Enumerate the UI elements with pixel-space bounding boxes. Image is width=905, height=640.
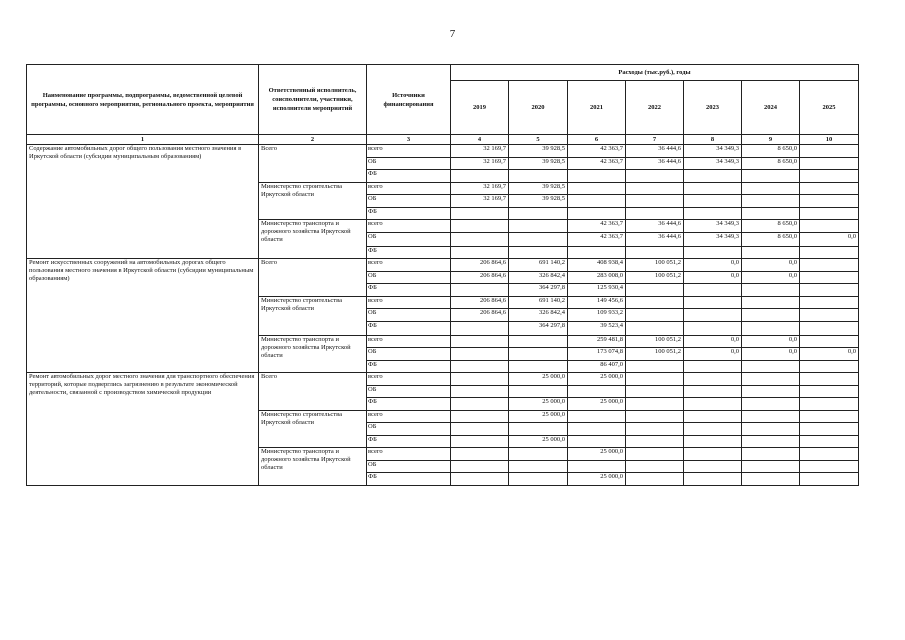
section-name: Ремонт искусственных сооружений на автомобильных дорогах общего пользования местного значения в Иркутской области (субсидии муниципальным образованиям) — [27, 259, 259, 373]
amount-cell — [509, 448, 568, 461]
column-index: 3 — [367, 135, 451, 145]
table-row — [27, 259, 859, 272]
amount-cell — [684, 182, 742, 195]
amount-cell: 25 000,0 — [509, 435, 568, 448]
amount-cell — [626, 423, 684, 436]
funding-source: всего — [367, 296, 451, 309]
amount-cell — [742, 321, 800, 335]
amount-cell: 8 650,0 — [742, 145, 800, 158]
amount-cell: 0,0 — [684, 271, 742, 284]
amount-cell: 34 349,3 — [684, 232, 742, 246]
amount-cell — [509, 335, 568, 348]
header-program: Наименование программы, подпрограммы, ведомственной целевой программы, основного мероприятия, регионального проекта, мероприятия — [27, 65, 259, 135]
amount-cell: 39 928,5 — [509, 195, 568, 208]
amount-cell: 25 000,0 — [568, 398, 626, 411]
amount-cell — [451, 398, 509, 411]
amount-cell: 408 938,4 — [568, 259, 626, 272]
header-expenses: Расходы (тыс.руб.), годы — [451, 65, 859, 81]
amount-cell — [451, 410, 509, 423]
amount-cell: 25 000,0 — [509, 410, 568, 423]
amount-cell: 100 051,2 — [626, 335, 684, 348]
amount-cell — [742, 410, 800, 423]
amount-cell — [800, 207, 859, 220]
amount-cell — [800, 309, 859, 322]
amount-cell: 42 363,7 — [568, 157, 626, 170]
amount-cell — [742, 460, 800, 473]
amount-cell: 691 140,2 — [509, 259, 568, 272]
amount-cell — [742, 207, 800, 220]
amount-cell — [626, 385, 684, 398]
amount-cell — [800, 360, 859, 373]
amount-cell — [800, 398, 859, 411]
amount-cell: 109 933,2 — [568, 309, 626, 322]
amount-cell — [626, 360, 684, 373]
amount-cell — [684, 473, 742, 486]
amount-cell — [626, 207, 684, 220]
amount-cell — [568, 170, 626, 183]
amount-cell — [626, 410, 684, 423]
amount-cell: 0,0 — [684, 259, 742, 272]
funding-source: ОБ — [367, 232, 451, 246]
amount-cell — [626, 309, 684, 322]
executor-name: Всего — [259, 259, 367, 297]
amount-cell: 39 928,5 — [509, 182, 568, 195]
header-index-row — [27, 135, 859, 145]
amount-cell: 0,0 — [742, 348, 800, 361]
amount-cell — [800, 385, 859, 398]
amount-cell: 8 650,0 — [742, 220, 800, 233]
table-row — [27, 373, 859, 386]
amount-cell: 25 000,0 — [509, 398, 568, 411]
amount-cell — [684, 460, 742, 473]
header-year: 2023 — [684, 81, 742, 135]
amount-cell — [568, 195, 626, 208]
amount-cell — [451, 321, 509, 335]
amount-cell — [742, 360, 800, 373]
funding-source: ОБ — [367, 385, 451, 398]
table-body — [27, 145, 859, 486]
amount-cell — [742, 246, 800, 259]
funding-source: ОБ — [367, 309, 451, 322]
section-name: Ремонт автомобильных дорог местного значения для транспортного обеспечения территорий, которые подверглись загрязнению в результате экономической деятельности, связанной с производством химической продукции — [27, 373, 259, 486]
amount-cell — [742, 296, 800, 309]
amount-cell — [742, 423, 800, 436]
amount-cell — [684, 170, 742, 183]
amount-cell: 34 349,3 — [684, 157, 742, 170]
amount-cell — [626, 182, 684, 195]
amount-cell — [626, 460, 684, 473]
amount-cell — [800, 195, 859, 208]
amount-cell: 206 864,6 — [451, 296, 509, 309]
header-year: 2025 — [800, 81, 859, 135]
funding-source: ФБ — [367, 321, 451, 335]
amount-cell: 86 407,0 — [568, 360, 626, 373]
amount-cell — [451, 460, 509, 473]
column-index: 4 — [451, 135, 509, 145]
amount-cell — [742, 284, 800, 297]
amount-cell — [451, 220, 509, 233]
amount-cell — [626, 321, 684, 335]
amount-cell: 100 051,2 — [626, 348, 684, 361]
amount-cell: 0,0 — [742, 335, 800, 348]
amount-cell — [800, 157, 859, 170]
amount-cell: 34 349,3 — [684, 145, 742, 158]
amount-cell — [800, 259, 859, 272]
funding-source: всего — [367, 259, 451, 272]
amount-cell: 0,0 — [742, 259, 800, 272]
funding-source: ФБ — [367, 207, 451, 220]
amount-cell: 32 169,7 — [451, 182, 509, 195]
amount-cell — [684, 246, 742, 259]
amount-cell — [626, 296, 684, 309]
funding-source: всего — [367, 448, 451, 461]
executor-name: Министерство строительства Иркутской области — [259, 410, 367, 448]
funding-source: всего — [367, 335, 451, 348]
amount-cell — [800, 423, 859, 436]
amount-cell — [509, 246, 568, 259]
amount-cell: 32 169,7 — [451, 145, 509, 158]
amount-cell — [800, 170, 859, 183]
amount-cell: 25 000,0 — [509, 373, 568, 386]
amount-cell: 25 000,0 — [568, 473, 626, 486]
amount-cell — [800, 410, 859, 423]
column-index: 7 — [626, 135, 684, 145]
amount-cell — [568, 435, 626, 448]
amount-cell — [742, 373, 800, 386]
amount-cell — [626, 170, 684, 183]
table-row — [27, 145, 859, 158]
amount-cell: 100 051,2 — [626, 259, 684, 272]
amount-cell: 149 456,6 — [568, 296, 626, 309]
column-index: 2 — [259, 135, 367, 145]
funding-source: ОБ — [367, 460, 451, 473]
amount-cell — [684, 195, 742, 208]
header-year: 2019 — [451, 81, 509, 135]
amount-cell — [626, 284, 684, 297]
header-year: 2022 — [626, 81, 684, 135]
column-index: 6 — [568, 135, 626, 145]
amount-cell — [509, 473, 568, 486]
amount-cell: 34 349,3 — [684, 220, 742, 233]
amount-cell — [800, 435, 859, 448]
amount-cell — [509, 220, 568, 233]
amount-cell — [509, 170, 568, 183]
amount-cell: 42 363,7 — [568, 220, 626, 233]
amount-cell — [451, 335, 509, 348]
amount-cell — [684, 410, 742, 423]
amount-cell — [684, 373, 742, 386]
funding-source: всего — [367, 410, 451, 423]
executor-name: Министерство транспорта и дорожного хозяйства Иркутской области — [259, 335, 367, 373]
amount-cell: 125 930,4 — [568, 284, 626, 297]
amount-cell — [800, 335, 859, 348]
amount-cell — [626, 473, 684, 486]
amount-cell — [742, 182, 800, 195]
funding-source: ФБ — [367, 473, 451, 486]
funding-source: ФБ — [367, 360, 451, 373]
budget-table — [26, 64, 859, 486]
amount-cell — [742, 448, 800, 461]
amount-cell — [509, 360, 568, 373]
amount-cell — [684, 207, 742, 220]
column-index: 8 — [684, 135, 742, 145]
header-year: 2021 — [568, 81, 626, 135]
executor-name: Министерство транспорта и дорожного хозяйства Иркутской области — [259, 220, 367, 259]
amount-cell: 8 650,0 — [742, 157, 800, 170]
executor-name: Министерство строительства Иркутской области — [259, 296, 367, 335]
amount-cell: 39 928,5 — [509, 145, 568, 158]
funding-source: ОБ — [367, 348, 451, 361]
amount-cell — [451, 448, 509, 461]
executor-name: Министерство строительства Иркутской области — [259, 182, 367, 220]
funding-source: ОБ — [367, 157, 451, 170]
funding-source: ФБ — [367, 398, 451, 411]
funding-source: ОБ — [367, 195, 451, 208]
amount-cell — [800, 182, 859, 195]
amount-cell — [800, 321, 859, 335]
column-index: 5 — [509, 135, 568, 145]
amount-cell — [800, 246, 859, 259]
amount-cell — [451, 360, 509, 373]
header-sources: Источники финансирования — [367, 65, 451, 135]
amount-cell — [684, 296, 742, 309]
funding-source: всего — [367, 145, 451, 158]
amount-cell — [568, 207, 626, 220]
funding-source: всего — [367, 373, 451, 386]
amount-cell — [568, 423, 626, 436]
page-number: 7 — [449, 28, 456, 40]
amount-cell — [800, 448, 859, 461]
executor-name: Всего — [259, 145, 367, 183]
amount-cell: 100 051,2 — [626, 271, 684, 284]
amount-cell: 691 140,2 — [509, 296, 568, 309]
amount-cell: 0,0 — [684, 348, 742, 361]
amount-cell — [451, 348, 509, 361]
amount-cell: 364 297,8 — [509, 284, 568, 297]
column-index: 1 — [27, 135, 259, 145]
amount-cell: 39 928,5 — [509, 157, 568, 170]
amount-cell — [800, 296, 859, 309]
funding-source: ФБ — [367, 170, 451, 183]
amount-cell: 0,0 — [800, 348, 859, 361]
amount-cell — [742, 385, 800, 398]
amount-cell — [568, 385, 626, 398]
amount-cell — [742, 170, 800, 183]
amount-cell — [451, 207, 509, 220]
amount-cell — [800, 284, 859, 297]
amount-cell — [451, 170, 509, 183]
amount-cell — [451, 284, 509, 297]
amount-cell: 32 169,7 — [451, 195, 509, 208]
amount-cell — [568, 460, 626, 473]
amount-cell: 42 363,7 — [568, 232, 626, 246]
amount-cell — [742, 435, 800, 448]
amount-cell — [509, 207, 568, 220]
amount-cell: 326 842,4 — [509, 271, 568, 284]
amount-cell — [451, 435, 509, 448]
amount-cell — [451, 473, 509, 486]
amount-cell — [626, 435, 684, 448]
amount-cell: 0,0 — [800, 232, 859, 246]
funding-source: ОБ — [367, 271, 451, 284]
amount-cell — [800, 460, 859, 473]
amount-cell — [684, 284, 742, 297]
section-name: Содержание автомобильных дорог общего пользования местного значения в Иркутской области (субсидии муниципальным образованиям) — [27, 145, 259, 259]
amount-cell: 259 481,8 — [568, 335, 626, 348]
amount-cell: 8 650,0 — [742, 232, 800, 246]
amount-cell: 173 074,8 — [568, 348, 626, 361]
amount-cell: 206 864,6 — [451, 259, 509, 272]
amount-cell — [451, 232, 509, 246]
amount-cell: 36 444,6 — [626, 157, 684, 170]
amount-cell — [626, 448, 684, 461]
amount-cell — [684, 360, 742, 373]
amount-cell: 25 000,0 — [568, 373, 626, 386]
header-year: 2020 — [509, 81, 568, 135]
amount-cell: 42 363,7 — [568, 145, 626, 158]
amount-cell — [800, 373, 859, 386]
amount-cell — [742, 195, 800, 208]
amount-cell: 25 000,0 — [568, 448, 626, 461]
amount-cell: 36 444,6 — [626, 232, 684, 246]
amount-cell — [800, 473, 859, 486]
amount-cell: 206 864,6 — [451, 271, 509, 284]
amount-cell — [509, 348, 568, 361]
amount-cell — [451, 423, 509, 436]
executor-name: Всего — [259, 373, 367, 411]
amount-cell: 0,0 — [684, 335, 742, 348]
amount-cell: 364 297,8 — [509, 321, 568, 335]
amount-cell — [451, 385, 509, 398]
amount-cell: 36 444,6 — [626, 145, 684, 158]
amount-cell — [451, 373, 509, 386]
amount-cell: 283 008,0 — [568, 271, 626, 284]
amount-cell: 36 444,6 — [626, 220, 684, 233]
table-header — [27, 65, 859, 145]
amount-cell — [800, 271, 859, 284]
funding-source: всего — [367, 182, 451, 195]
amount-cell: 326 842,4 — [509, 309, 568, 322]
amount-cell — [742, 473, 800, 486]
funding-source: ФБ — [367, 284, 451, 297]
amount-cell — [742, 309, 800, 322]
amount-cell — [742, 398, 800, 411]
funding-source: ОБ — [367, 423, 451, 436]
amount-cell — [684, 448, 742, 461]
amount-cell: 39 523,4 — [568, 321, 626, 335]
amount-cell — [800, 220, 859, 233]
amount-cell — [509, 385, 568, 398]
amount-cell — [684, 385, 742, 398]
funding-source: ФБ — [367, 435, 451, 448]
funding-source: всего — [367, 220, 451, 233]
amount-cell — [684, 309, 742, 322]
amount-cell — [684, 398, 742, 411]
amount-cell — [626, 398, 684, 411]
amount-cell — [684, 423, 742, 436]
amount-cell — [568, 246, 626, 259]
amount-cell — [568, 410, 626, 423]
executor-name: Министерство транспорта и дорожного хозяйства Иркутской области — [259, 448, 367, 486]
amount-cell — [626, 195, 684, 208]
column-index: 9 — [742, 135, 800, 145]
amount-cell — [684, 435, 742, 448]
amount-cell — [684, 321, 742, 335]
amount-cell — [509, 232, 568, 246]
amount-cell: 206 864,6 — [451, 309, 509, 322]
funding-source: ФБ — [367, 246, 451, 259]
amount-cell — [451, 246, 509, 259]
amount-cell: 0,0 — [742, 271, 800, 284]
amount-cell — [509, 460, 568, 473]
amount-cell — [568, 182, 626, 195]
header-year: 2024 — [742, 81, 800, 135]
amount-cell — [626, 373, 684, 386]
amount-cell — [800, 145, 859, 158]
column-index: 10 — [800, 135, 859, 145]
amount-cell — [509, 423, 568, 436]
amount-cell: 32 169,7 — [451, 157, 509, 170]
header-executor: Ответственный исполнитель, соисполнители, участники, исполнители мероприятий — [259, 65, 367, 135]
amount-cell — [626, 246, 684, 259]
